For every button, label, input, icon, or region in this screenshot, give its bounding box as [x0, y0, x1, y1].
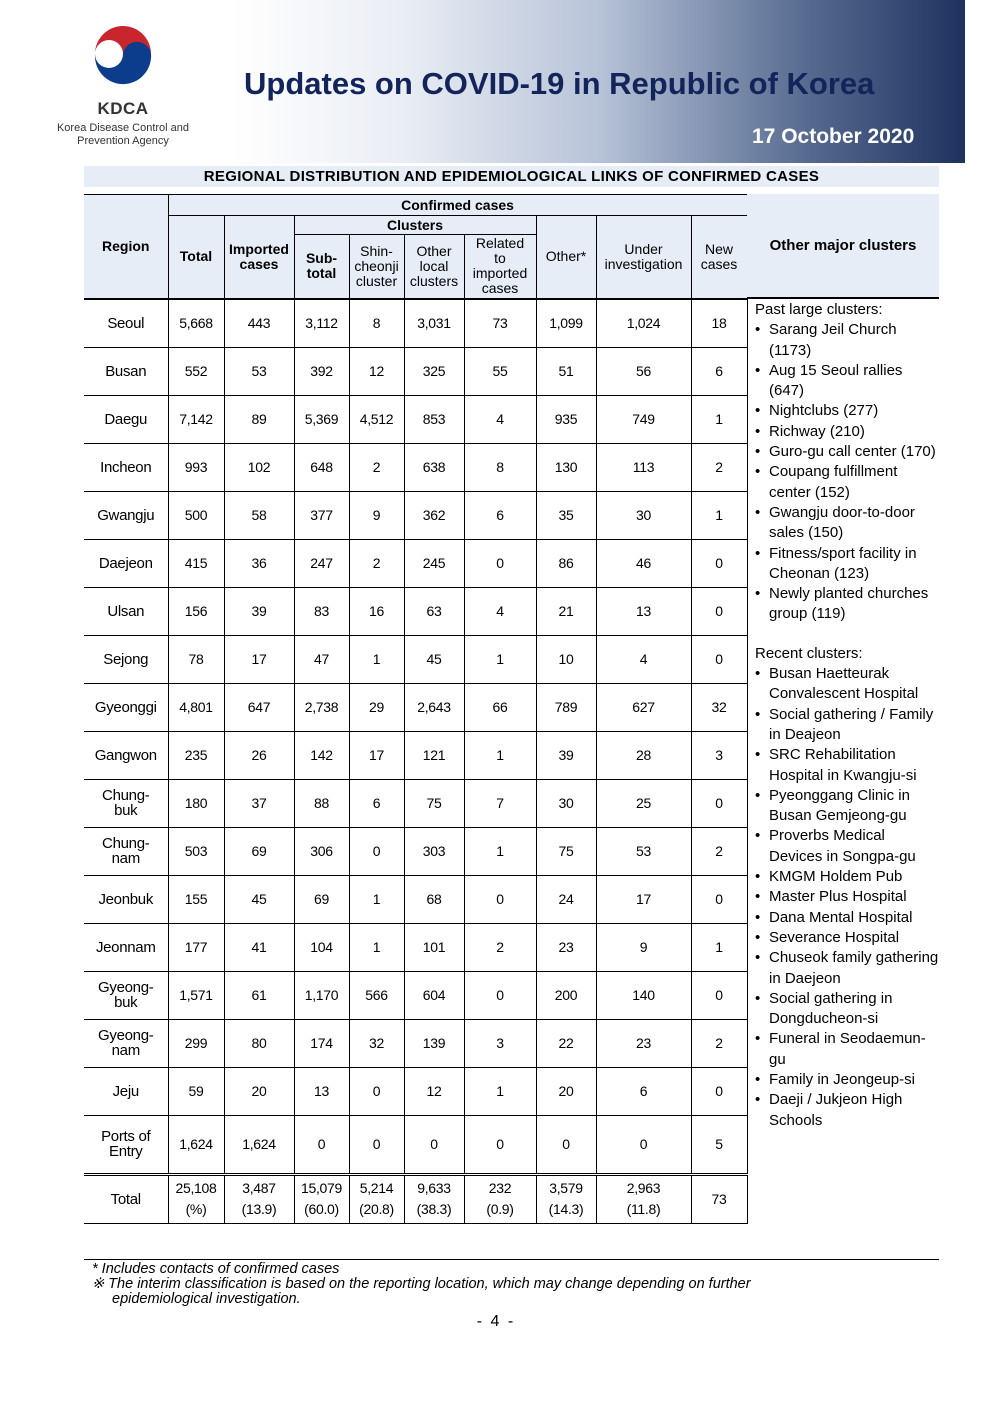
header-shincheonji: Shin- cheonji cluster [349, 235, 404, 299]
related-cell: 232 (0.9) [464, 1174, 536, 1223]
under-cell: 56 [596, 347, 691, 395]
total-cell: 1,571 [168, 971, 224, 1019]
table-row [84, 683, 747, 731]
under-cell: 4 [596, 635, 691, 683]
table-row [84, 827, 747, 875]
new-cell: 32 [691, 683, 747, 731]
page-number: - 4 - [476, 1313, 516, 1330]
related-cell: 0 [464, 539, 536, 587]
new-cell: 73 [691, 1174, 747, 1223]
other-local-cell: 604 [404, 971, 464, 1019]
new-cell: 2 [691, 1019, 747, 1067]
header-region: Region [84, 195, 168, 299]
total-cell: 25,108 (%) [168, 1174, 224, 1223]
regional-distribution-table [84, 194, 748, 1224]
total-cell: 993 [168, 443, 224, 491]
subtotal-cell: 3,112 [294, 299, 349, 348]
region-cell: Gyeong- nam [84, 1019, 168, 1067]
header-under-investigation: Under investigation [596, 216, 691, 299]
header-imported: Imported cases [224, 216, 294, 299]
region-cell: Gwangju [84, 491, 168, 539]
table-row [84, 539, 747, 587]
other-local-cell: 121 [404, 731, 464, 779]
shincheonji-cell: 1 [349, 635, 404, 683]
other-local-cell: 638 [404, 443, 464, 491]
other-local-cell: 139 [404, 1019, 464, 1067]
list-item: • Sarang Jeil Church (1173) [755, 320, 939, 361]
related-cell: 4 [464, 395, 536, 443]
region-cell: Jeonnam [84, 923, 168, 971]
new-cell: 0 [691, 875, 747, 923]
shincheonji-cell: 5,214 (20.8) [349, 1174, 404, 1223]
region-cell: Chung- buk [84, 779, 168, 827]
list-item: • Family in Jeongeup-si [755, 1070, 939, 1090]
under-cell: 30 [596, 491, 691, 539]
subtotal-cell: 104 [294, 923, 349, 971]
region-cell: Chung- nam [84, 827, 168, 875]
list-item: • Proverbs Medical Devices in Songpa-gu [755, 826, 939, 867]
list-item: • Guro-gu call center (170) [755, 442, 939, 462]
other-cell: 24 [536, 875, 596, 923]
header-total: Total [168, 216, 224, 299]
region-cell: Gangwon [84, 731, 168, 779]
under-cell: 25 [596, 779, 691, 827]
imported-cell: 3,487 (13.9) [224, 1174, 294, 1223]
other-local-cell: 68 [404, 875, 464, 923]
other-local-cell: 12 [404, 1067, 464, 1115]
new-cell: 1 [691, 395, 747, 443]
imported-cell: 41 [224, 923, 294, 971]
other-local-cell: 45 [404, 635, 464, 683]
new-cell: 6 [691, 347, 747, 395]
under-cell: 6 [596, 1067, 691, 1115]
new-cell: 0 [691, 1067, 747, 1115]
subtotal-cell: 83 [294, 587, 349, 635]
imported-cell: 1,624 [224, 1115, 294, 1174]
subtotal-cell: 1,170 [294, 971, 349, 1019]
other-cell: 51 [536, 347, 596, 395]
table-row [84, 491, 747, 539]
section-title: REGIONAL DISTRIBUTION AND EPIDEMIOLOGICAL LINKS OF CONFIRMED CASES [84, 166, 939, 187]
other-local-cell: 63 [404, 587, 464, 635]
region-cell: Ulsan [84, 587, 168, 635]
new-cell: 0 [691, 779, 747, 827]
shincheonji-cell: 0 [349, 1115, 404, 1174]
subtotal-cell: 69 [294, 875, 349, 923]
under-cell: 140 [596, 971, 691, 1019]
other-local-cell: 3,031 [404, 299, 464, 348]
imported-cell: 80 [224, 1019, 294, 1067]
shincheonji-cell: 12 [349, 347, 404, 395]
other-local-cell: 362 [404, 491, 464, 539]
list-item: • Coupang fulfillment center (152) [755, 462, 939, 503]
imported-cell: 20 [224, 1067, 294, 1115]
table-row [84, 635, 747, 683]
other-cell: 935 [536, 395, 596, 443]
under-cell: 113 [596, 443, 691, 491]
header-other-local: Other local clusters [404, 235, 464, 299]
total-cell: 299 [168, 1019, 224, 1067]
imported-cell: 45 [224, 875, 294, 923]
header-other-major-clusters: Other major clusters [747, 194, 939, 298]
shincheonji-cell: 0 [349, 827, 404, 875]
new-cell: 0 [691, 587, 747, 635]
table-bottom-rule [84, 1259, 939, 1260]
other-local-cell: 9,633 (38.3) [404, 1174, 464, 1223]
other-local-cell: 245 [404, 539, 464, 587]
header-confirmed-cases: Confirmed cases [168, 195, 747, 216]
new-cell: 2 [691, 827, 747, 875]
under-cell: 46 [596, 539, 691, 587]
under-cell: 1,024 [596, 299, 691, 348]
imported-cell: 36 [224, 539, 294, 587]
table-row [84, 1115, 747, 1174]
related-cell: 6 [464, 491, 536, 539]
shincheonji-cell: 9 [349, 491, 404, 539]
other-cell: 21 [536, 587, 596, 635]
total-cell: 500 [168, 491, 224, 539]
other-cell: 10 [536, 635, 596, 683]
shincheonji-cell: 16 [349, 587, 404, 635]
list-item: • Richway (210) [755, 422, 939, 442]
other-local-cell: 853 [404, 395, 464, 443]
new-cell: 0 [691, 971, 747, 1019]
subtotal-cell: 88 [294, 779, 349, 827]
shincheonji-cell: 1 [349, 923, 404, 971]
list-item: • Nightclubs (277) [755, 401, 939, 421]
related-cell: 1 [464, 635, 536, 683]
header-other: Other* [536, 216, 596, 299]
shincheonji-cell: 17 [349, 731, 404, 779]
region-cell: Ports of Entry [84, 1115, 168, 1174]
total-cell: 4,801 [168, 683, 224, 731]
other-cell: 35 [536, 491, 596, 539]
imported-cell: 443 [224, 299, 294, 348]
related-cell: 3 [464, 1019, 536, 1067]
other-cell: 30 [536, 779, 596, 827]
under-cell: 0 [596, 1115, 691, 1174]
total-cell: 177 [168, 923, 224, 971]
shincheonji-cell: 2 [349, 539, 404, 587]
imported-cell: 58 [224, 491, 294, 539]
total-cell: 155 [168, 875, 224, 923]
imported-cell: 647 [224, 683, 294, 731]
other-local-cell: 325 [404, 347, 464, 395]
region-cell: Daejeon [84, 539, 168, 587]
region-cell: Jeonbuk [84, 875, 168, 923]
related-cell: 8 [464, 443, 536, 491]
other-local-cell: 2,643 [404, 683, 464, 731]
past-clusters-title: Past large clusters: [755, 301, 883, 318]
logo-name-line2: Prevention Agency [77, 135, 169, 147]
related-cell: 1 [464, 1067, 536, 1115]
list-item: • Newly planted churches group (119) [755, 584, 939, 625]
subtotal-cell: 47 [294, 635, 349, 683]
imported-cell: 17 [224, 635, 294, 683]
total-cell: 552 [168, 347, 224, 395]
other-cell: 75 [536, 827, 596, 875]
subtotal-cell: 648 [294, 443, 349, 491]
subtotal-cell: 306 [294, 827, 349, 875]
subtotal-cell: 377 [294, 491, 349, 539]
region-cell: Busan [84, 347, 168, 395]
new-cell: 3 [691, 731, 747, 779]
other-cell: 86 [536, 539, 596, 587]
shincheonji-cell: 6 [349, 779, 404, 827]
imported-cell: 69 [224, 827, 294, 875]
header-new-cases: New cases [691, 216, 747, 299]
imported-cell: 61 [224, 971, 294, 1019]
recent-clusters-list [755, 664, 939, 1131]
other-cell: 200 [536, 971, 596, 1019]
new-cell: 0 [691, 539, 747, 587]
recent-clusters-title: Recent clusters: [755, 644, 863, 662]
report-date: 17 October 2020 [752, 125, 915, 148]
related-cell: 4 [464, 587, 536, 635]
footnote-interim-line2: epidemiological investigation. [112, 1291, 301, 1307]
list-item: • Master Plus Hospital [755, 887, 939, 907]
spacer [755, 625, 939, 644]
other-cell: 0 [536, 1115, 596, 1174]
subtotal-cell: 174 [294, 1019, 349, 1067]
under-cell: 13 [596, 587, 691, 635]
under-cell: 627 [596, 683, 691, 731]
header-subtotal: Sub- total [294, 235, 349, 299]
shincheonji-cell: 8 [349, 299, 404, 348]
table-row [84, 443, 747, 491]
subtotal-cell: 2,738 [294, 683, 349, 731]
list-item: • KMGM Holdem Pub [755, 867, 939, 887]
under-cell: 17 [596, 875, 691, 923]
imported-cell: 26 [224, 731, 294, 779]
other-cell: 130 [536, 443, 596, 491]
table-row [84, 299, 747, 348]
other-cell: 20 [536, 1067, 596, 1115]
other-cell: 22 [536, 1019, 596, 1067]
divider [747, 297, 939, 299]
table-row [84, 1019, 747, 1067]
taegeuk-emblem-icon [91, 24, 155, 88]
total-cell: 156 [168, 587, 224, 635]
shincheonji-cell: 4,512 [349, 395, 404, 443]
other-cell: 3,579 (14.3) [536, 1174, 596, 1223]
footnote-contacts: * Includes contacts of confirmed cases [92, 1261, 340, 1277]
list-item: • Social gathering in Dongducheon-si [755, 989, 939, 1030]
past-clusters-list [755, 320, 939, 624]
new-cell: 0 [691, 635, 747, 683]
other-major-clusters-list [755, 300, 939, 1131]
kdca-logo [55, 20, 191, 150]
related-cell: 2 [464, 923, 536, 971]
logo-agency-name [55, 122, 191, 148]
region-cell: Gyeong- buk [84, 971, 168, 1019]
shincheonji-cell: 0 [349, 1067, 404, 1115]
total-cell: 503 [168, 827, 224, 875]
imported-cell: 89 [224, 395, 294, 443]
region-cell: Gyeonggi [84, 683, 168, 731]
total-label: Total [84, 1174, 168, 1223]
new-cell: 2 [691, 443, 747, 491]
list-item: • Chuseok family gathering in Daejeon [755, 948, 939, 989]
region-cell: Jeju [84, 1067, 168, 1115]
total-cell: 59 [168, 1067, 224, 1115]
region-cell: Daegu [84, 395, 168, 443]
footnote-interim-line1: ※ The interim classification is based on the reporting location, which may change depending on further [92, 1276, 751, 1292]
imported-cell: 39 [224, 587, 294, 635]
total-cell: 5,668 [168, 299, 224, 348]
new-cell: 5 [691, 1115, 747, 1174]
other-cell: 39 [536, 731, 596, 779]
list-item: • Daeji / Jukjeon High Schools [755, 1090, 939, 1131]
related-cell: 0 [464, 1115, 536, 1174]
under-cell: 9 [596, 923, 691, 971]
subtotal-cell: 5,369 [294, 395, 349, 443]
subtotal-cell: 0 [294, 1115, 349, 1174]
table-row [84, 779, 747, 827]
table-row [84, 875, 747, 923]
list-item: • Social gathering / Family in Deajeon [755, 705, 939, 746]
total-cell: 235 [168, 731, 224, 779]
under-cell: 53 [596, 827, 691, 875]
related-cell: 66 [464, 683, 536, 731]
imported-cell: 37 [224, 779, 294, 827]
imported-cell: 53 [224, 347, 294, 395]
list-item: • Fitness/sport facility in Cheonan (123) [755, 544, 939, 585]
header-related-imported: Related to imported cases [464, 235, 536, 299]
region-cell: Seoul [84, 299, 168, 348]
list-item: • Dana Mental Hospital [755, 908, 939, 928]
related-cell: 1 [464, 827, 536, 875]
region-cell: Sejong [84, 635, 168, 683]
region-cell: Incheon [84, 443, 168, 491]
other-cell: 23 [536, 923, 596, 971]
list-item: • Gwangju door-to-door sales (150) [755, 503, 939, 544]
total-cell: 1,624 [168, 1115, 224, 1174]
new-cell: 1 [691, 491, 747, 539]
shincheonji-cell: 29 [349, 683, 404, 731]
list-item: • Severance Hospital [755, 928, 939, 948]
other-local-cell: 0 [404, 1115, 464, 1174]
list-item: • SRC Rehabilitation Hospital in Kwangju-si [755, 745, 939, 786]
under-cell: 2,963 (11.8) [596, 1174, 691, 1223]
other-local-cell: 75 [404, 779, 464, 827]
related-cell: 55 [464, 347, 536, 395]
related-cell: 73 [464, 299, 536, 348]
list-item: • Funeral in Seodaemun-gu [755, 1029, 939, 1070]
new-cell: 1 [691, 923, 747, 971]
table-row [84, 923, 747, 971]
subtotal-cell: 142 [294, 731, 349, 779]
total-row [84, 1174, 747, 1223]
related-cell: 7 [464, 779, 536, 827]
subtotal-cell: 15,079 (60.0) [294, 1174, 349, 1223]
under-cell: 28 [596, 731, 691, 779]
page-title: Updates on COVID-19 in Republic of Korea [244, 66, 875, 101]
other-local-cell: 303 [404, 827, 464, 875]
list-item: • Pyeonggang Clinic in Busan Gemjeong-gu [755, 786, 939, 827]
total-cell: 415 [168, 539, 224, 587]
list-item: • Busan Haetteurak Convalescent Hospital [755, 664, 939, 705]
header-clusters: Clusters [294, 216, 536, 235]
table-row [84, 731, 747, 779]
related-cell: 1 [464, 731, 536, 779]
table-row [84, 587, 747, 635]
subtotal-cell: 392 [294, 347, 349, 395]
other-cell: 1,099 [536, 299, 596, 348]
other-local-cell: 101 [404, 923, 464, 971]
subtotal-cell: 247 [294, 539, 349, 587]
logo-name-line1: Korea Disease Control and [56, 122, 190, 134]
shincheonji-cell: 2 [349, 443, 404, 491]
under-cell: 749 [596, 395, 691, 443]
subtotal-cell: 13 [294, 1067, 349, 1115]
total-cell: 180 [168, 779, 224, 827]
shincheonji-cell: 566 [349, 971, 404, 1019]
other-cell: 789 [536, 683, 596, 731]
table-row [84, 347, 747, 395]
total-cell: 7,142 [168, 395, 224, 443]
table-row [84, 1067, 747, 1115]
logo-abbreviation: KDCA [97, 99, 149, 118]
table-row [84, 971, 747, 1019]
table-row [84, 395, 747, 443]
shincheonji-cell: 1 [349, 875, 404, 923]
related-cell: 0 [464, 971, 536, 1019]
imported-cell: 102 [224, 443, 294, 491]
new-cell: 18 [691, 299, 747, 348]
related-cell: 0 [464, 875, 536, 923]
list-item: • Aug 15 Seoul rallies (647) [755, 361, 939, 402]
shincheonji-cell: 32 [349, 1019, 404, 1067]
total-cell: 78 [168, 635, 224, 683]
under-cell: 23 [596, 1019, 691, 1067]
